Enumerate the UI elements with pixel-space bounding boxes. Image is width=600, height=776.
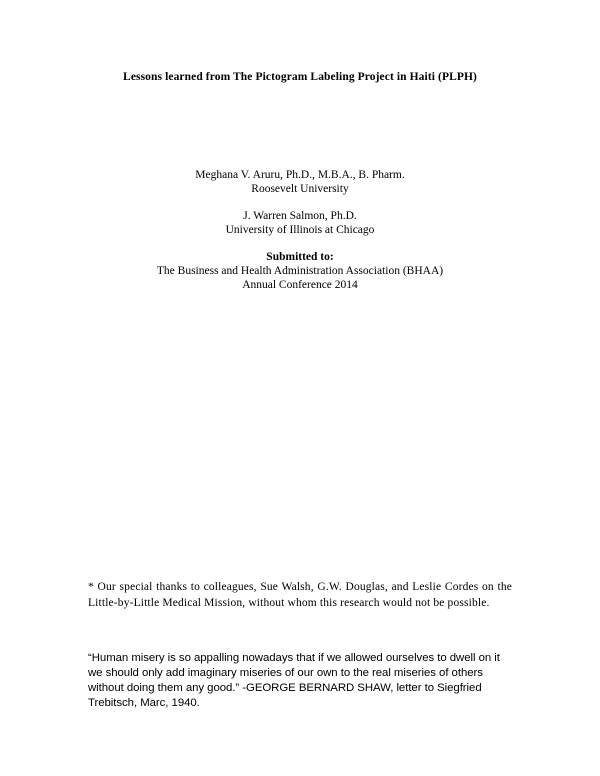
author-affiliation: Roosevelt University xyxy=(251,183,349,195)
submission-event: Annual Conference 2014 xyxy=(242,279,358,291)
submission-organization: The Business and Health Administration Association (BHAA) xyxy=(156,265,444,277)
author-block-1 xyxy=(0,168,600,196)
submission-heading: Submitted to: xyxy=(266,251,334,263)
acknowledgment-text: * Our special thanks to colleagues, Sue Walsh, G.W. Douglas, and Leslie Cordes on the Little-by-Little Medical Mission, without whom this research would not be possible. xyxy=(88,581,512,609)
epigraph-quote: “Human misery is so appalling nowadays that if we allowed ourselves to dwell on it we should only add imaginary miseries of our own to the real miseries of others without doing them any good.” -GEORGE BERNARD SHAW, letter to Siegfried Trebitsch, Marc, 1940. xyxy=(88,652,500,709)
submission-block xyxy=(0,250,600,292)
author-affiliation: University of Illinois at Chicago xyxy=(225,224,375,236)
author-name: J. Warren Salmon, Ph.D. xyxy=(243,210,357,222)
document-title: Lessons learned from The Pictogram Labeling Project in Haiti (PLPH) xyxy=(123,71,477,83)
author-name: Meghana V. Aruru, Ph.D., M.B.A., B. Pharm. xyxy=(195,169,405,181)
author-block-2 xyxy=(0,209,600,237)
